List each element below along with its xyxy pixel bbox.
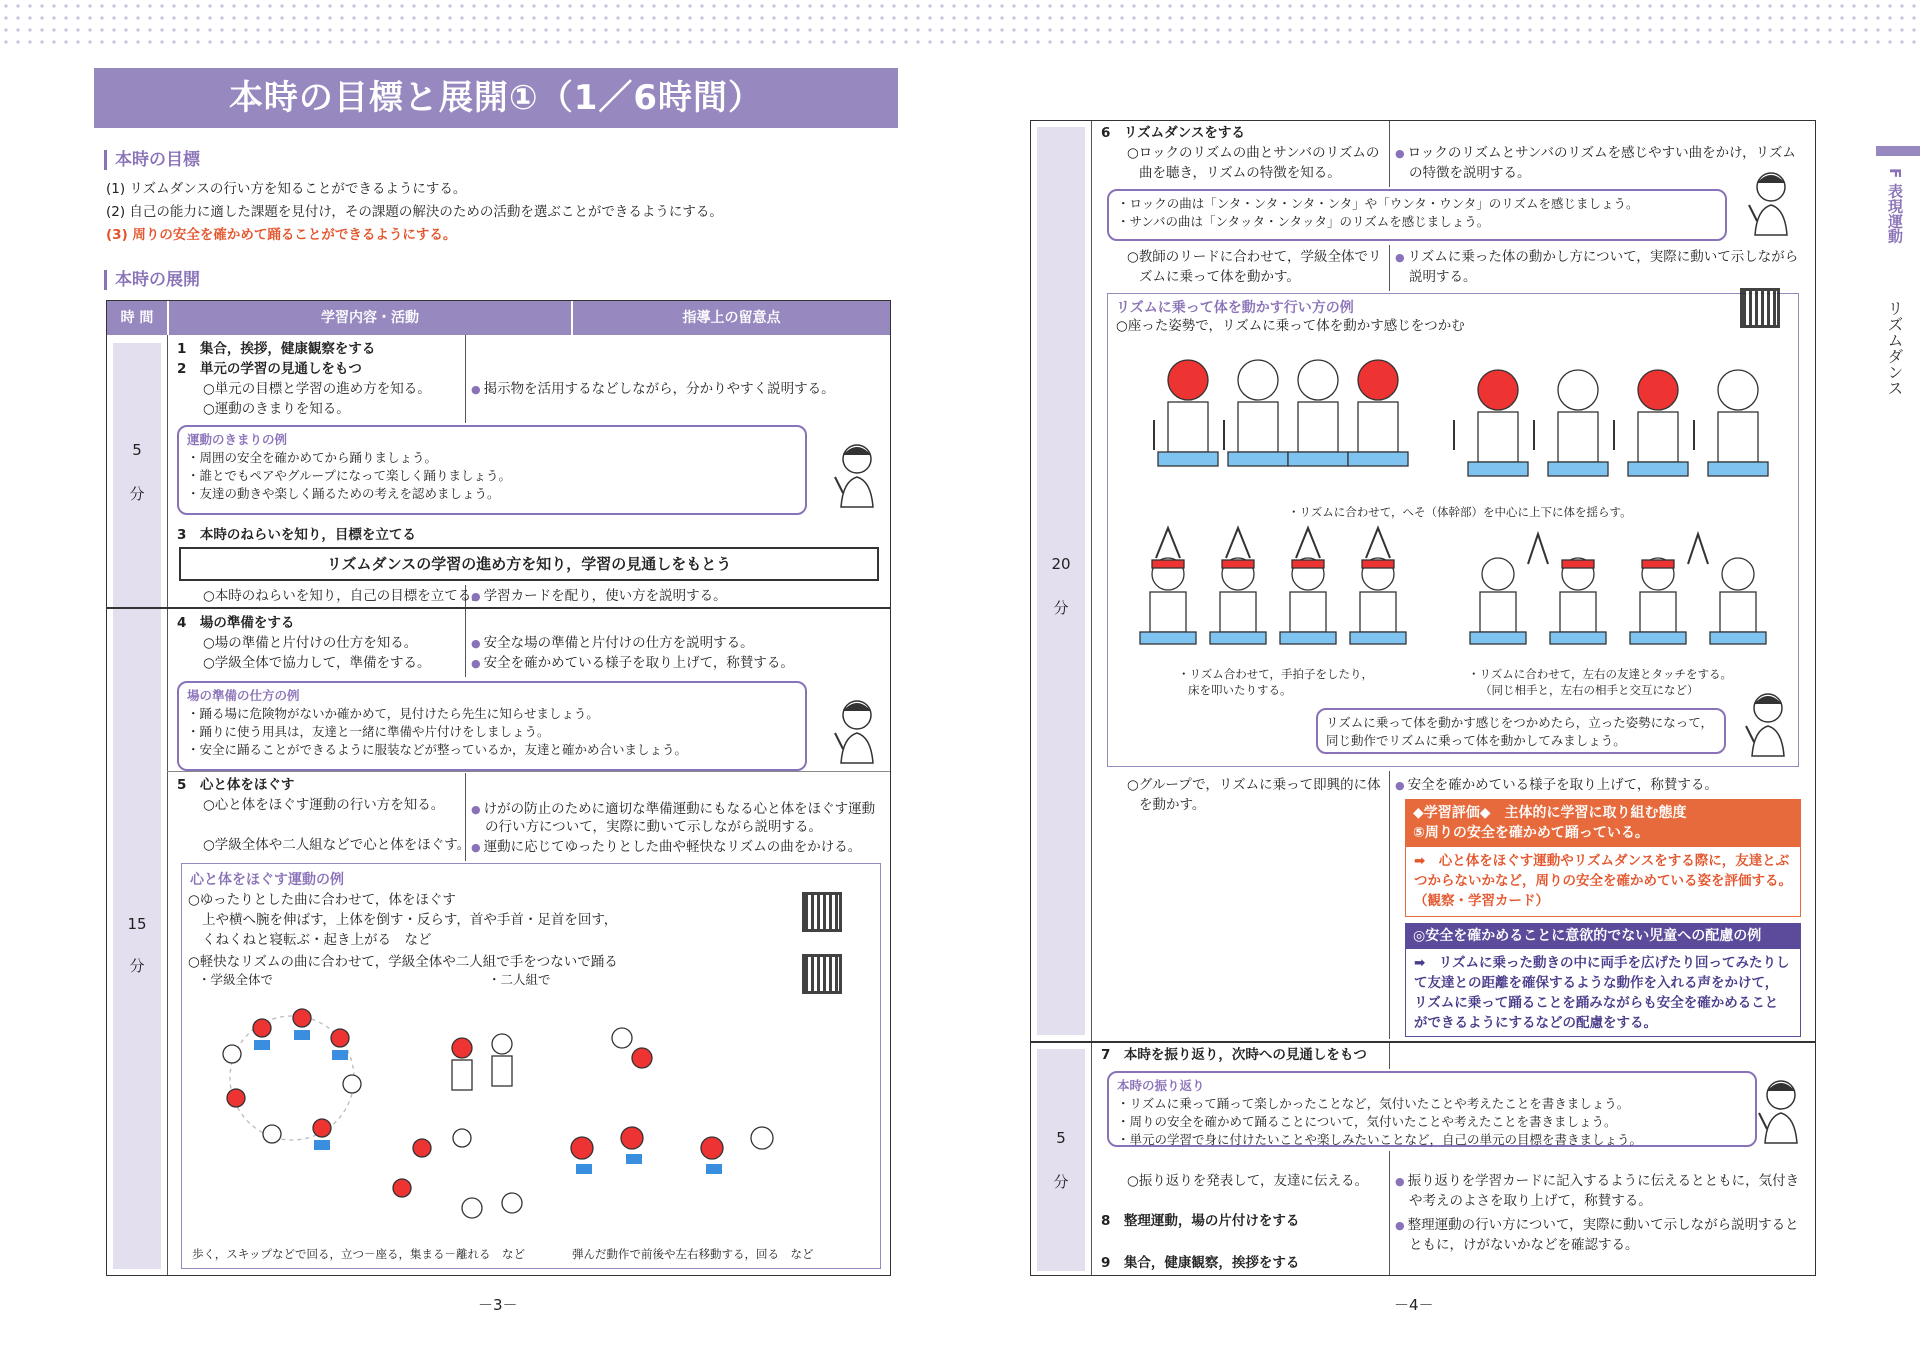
teacher-icon bbox=[1737, 165, 1797, 245]
exercise-box bbox=[181, 863, 881, 1269]
step-3a: ○本時のねらいを知り，自己の目標を立てる。 bbox=[203, 588, 485, 604]
qr-code-icon[interactable] bbox=[1740, 288, 1780, 328]
evaluation-line: ➡ 心と体をほぐす運動やリズムダンスをする際に，友達とぶ bbox=[1414, 853, 1790, 869]
note-3: ● 学習カードを配り，使い方を説明する。 bbox=[471, 586, 727, 607]
qr-code-icon[interactable] bbox=[802, 892, 842, 932]
page-number-right: －4－ bbox=[1394, 1296, 1434, 1314]
care-line: ができるようにするなどの配慮をする。 bbox=[1414, 1015, 1657, 1031]
caption-sway: ・リズムに合わせて，へそ（体幹部）を中心に上下に体を揺らす。 bbox=[1288, 505, 1632, 519]
standing-bubble-line: リズムに乗って体を動かす感じをつかめたら，立った姿勢になって， bbox=[1326, 715, 1714, 730]
goal-3: (3) 周りの安全を確かめて踊ることができるようにする。 bbox=[106, 227, 457, 243]
step-6b-cont: ズムに乗って体を動かす。 bbox=[1139, 269, 1300, 285]
reflection-title: 本時の振り返り bbox=[1117, 1078, 1205, 1093]
evaluation-header bbox=[1405, 799, 1801, 847]
side-chapter-label: F 表現運動 bbox=[1886, 168, 1904, 244]
lesson-aim: リズムダンスの学習の進め方を知り，学習の見通しをもとう bbox=[179, 547, 879, 581]
goals-heading: 本時の目標 bbox=[104, 150, 200, 170]
time-cell-5min bbox=[1037, 1049, 1085, 1271]
plan-table-left bbox=[106, 300, 891, 1276]
time-cell-15min bbox=[113, 615, 161, 1269]
step-9: 9 集合，健康観察，挨拶をする bbox=[1101, 1255, 1300, 1271]
caption-2: 弾んだ動作で前後や左右移動する，回る など bbox=[572, 1247, 814, 1261]
step-7: 7 本時を振り返り，次時への見通しをもつ bbox=[1101, 1047, 1367, 1063]
standing-bubble bbox=[1316, 708, 1726, 754]
care-line: て友達との距離を確保するような動作を入れる声をかけて， bbox=[1414, 975, 1779, 991]
note-6a-cont: の特徴を説明する。 bbox=[1409, 165, 1531, 181]
exercise-2a: ・学級全体で bbox=[198, 972, 274, 987]
rhythm-bubble bbox=[1107, 189, 1727, 241]
time-unit: 分 bbox=[1053, 1173, 1069, 1191]
time-cell-20min bbox=[1037, 127, 1085, 1035]
teacher-icon bbox=[1734, 686, 1794, 766]
step-6b: ○教師のリードに合わせて，学級全体でリ bbox=[1127, 249, 1382, 265]
prep-item: ・安全に踊ることができるように服装などが整っているか，友達と確かめ合いましょう。 bbox=[187, 742, 688, 757]
note-8: ● 整理運動の行い方について，実際に動いて示しながら説明すると bbox=[1395, 1215, 1799, 1236]
time-unit: 分 bbox=[129, 485, 145, 503]
rules-bubble bbox=[177, 425, 807, 515]
step-7a: ○振り返りを発表して，友達に伝える。 bbox=[1127, 1173, 1369, 1189]
exercise-2: ○軽快なリズムの曲に合わせて，学級全体や二人組で手をつないで踊る bbox=[188, 954, 618, 970]
step-2b: ○運動のきまりを知る。 bbox=[203, 401, 350, 417]
standing-bubble-line: 同じ動作でリズムに乗って体を動かしてみましょう。 bbox=[1326, 733, 1626, 748]
time-unit: 分 bbox=[129, 957, 145, 975]
step-1: 1 集合，挨拶，健康観察をする bbox=[177, 341, 376, 357]
page-title: 本時の目標と展開①（1／6時間） bbox=[94, 68, 898, 128]
rules-title: 運動のきまりの例 bbox=[187, 432, 288, 447]
note-6a: ● ロックのリズムとサンバのリズムを感じやすい曲をかけ，リズム bbox=[1395, 143, 1796, 164]
evaluation-criterion: ⑤周りの安全を確かめて踊っている。 bbox=[1413, 825, 1649, 841]
exercise-1b: くねくねと寝転ぶ・起き上がる など bbox=[202, 932, 432, 948]
rhythm-item: ・サンバの曲は「ンタッタ・ンタッタ」のリズムを感じましょう。 bbox=[1117, 214, 1490, 229]
col-time: 時 間 bbox=[107, 301, 167, 335]
caption-clap-cont: 床を叩いたりする。 bbox=[1188, 683, 1292, 697]
step-4: 4 場の準備をする bbox=[177, 615, 295, 631]
header-dots-left bbox=[0, 0, 960, 48]
rhythm-example-box bbox=[1107, 293, 1799, 767]
rule-item: ・周囲の安全を確かめてから踊りましょう。 bbox=[187, 450, 438, 465]
prep-bubble bbox=[177, 681, 807, 771]
rule-item: ・友達の動きや楽しく踊るための考えを認めましょう。 bbox=[187, 486, 500, 501]
step-5a: ○心と体をほぐす運動の行い方を知る。 bbox=[203, 797, 445, 813]
care-header: ◎安全を確かめることに意欲的でない児童への配慮の例 bbox=[1405, 923, 1801, 949]
note-5b: ● 運動に応じてゆったりとした曲や軽快なリズムの曲をかける。 bbox=[471, 837, 861, 858]
step-6: 6 リズムダンスをする bbox=[1101, 125, 1245, 141]
exercise-title: 心と体をほぐす運動の例 bbox=[190, 872, 344, 888]
care-line: リズムに乗って踊ることを踊みながらも安全を確かめること bbox=[1414, 995, 1779, 1011]
time-value: 15 bbox=[127, 915, 147, 933]
time-value: 20 bbox=[1051, 555, 1071, 573]
prep-item: ・踊る場に危険物がないか確かめて，見付けたら先生に知らせましょう。 bbox=[187, 706, 599, 721]
evaluation-line: つからないかなど，周りの安全を確かめている姿を評価する。 bbox=[1414, 873, 1792, 889]
goal-1: (1) リズムダンスの行い方を知ることができるようにする。 bbox=[106, 181, 467, 197]
exercise-2b: ・二人組で bbox=[488, 972, 551, 987]
time-value: 5 bbox=[1056, 1129, 1066, 1147]
caption-touch: ・リズムに合わせて，左右の友達とタッチをする。 bbox=[1468, 667, 1733, 681]
step-2a: ○単元の目標と学習の進め方を知る。 bbox=[203, 381, 431, 397]
clap-illustration bbox=[1128, 524, 1788, 664]
exercise-1a: 上や横へ腕を伸ばす，上体を倒す・反らす，首や手首・足首を回す， bbox=[202, 912, 618, 928]
reflection-item: ・単元の学習で身に付けたいことや楽しみたいことなど，自己の単元の目標を書きましょう。 bbox=[1117, 1132, 1643, 1147]
teacher-icon bbox=[1747, 1073, 1807, 1153]
note-6b-cont: 説明する。 bbox=[1409, 269, 1477, 285]
note-5a-cont: の行い方について，実際に動いて示しながら説明する。 bbox=[485, 819, 822, 835]
dance-illustration bbox=[202, 988, 862, 1248]
evaluation-line: （観察・学習カード） bbox=[1414, 893, 1549, 909]
reflection-bubble bbox=[1107, 1071, 1757, 1147]
time-unit: 分 bbox=[1053, 599, 1069, 617]
header-dots-right bbox=[960, 0, 1920, 48]
col-notes: 指導上の留意点 bbox=[572, 301, 890, 335]
step-8: 8 整理運動，場の片付けをする bbox=[1101, 1213, 1300, 1229]
teacher-icon bbox=[823, 437, 883, 517]
note-2: ● 掲示物を活用するなどしながら，分かりやすく説明する。 bbox=[471, 379, 835, 400]
step-3: 3 本時のねらいを知り，目標を立てる bbox=[177, 527, 416, 543]
step-6c: ○グループで，リズムに乗って即興的に体 bbox=[1127, 777, 1381, 793]
step-4b: ○学級全体で協力して，準備をする。 bbox=[203, 655, 431, 671]
teacher-icon bbox=[823, 693, 883, 773]
col-activity: 学習内容・活動 bbox=[168, 301, 571, 335]
prep-item: ・踊りに使う用具は，友達と一緒に準備や片付けをしましょう。 bbox=[187, 724, 550, 739]
exercise-1: ○ゆったりとした曲に合わせて，体をほぐす bbox=[188, 892, 456, 908]
step-5b: ○学級全体や二人組などで心と体をほぐす。 bbox=[203, 837, 471, 853]
rhythm-example-sub: ○座った姿勢で，リズムに乗って体を動かす感じをつかむ bbox=[1116, 318, 1465, 334]
note-7a-cont: や考えのよさを取り上げて，称賛する。 bbox=[1409, 1193, 1652, 1209]
reflection-item: ・周りの安全を確かめて踊ることについて，気付いたことや考えたことを書きましょう。 bbox=[1117, 1114, 1617, 1129]
note-4b: ● 安全を確かめている様子を取り上げて，称賛する。 bbox=[471, 653, 794, 674]
side-unit-label: リズムダンス bbox=[1885, 300, 1904, 396]
step-5: 5 心と体をほぐす bbox=[177, 777, 295, 793]
caption-1: 歩く，スキップなどで回る，立つ－座る，集まる－離れる など bbox=[192, 1247, 526, 1261]
care-body bbox=[1405, 949, 1801, 1037]
caption-clap: ・リズム合わせて，手拍子をしたり， bbox=[1178, 667, 1374, 681]
care-line: ➡ リズムに乗った動きの中に両手を広げたり回ってみたりし bbox=[1414, 955, 1790, 971]
plan-heading: 本時の展開 bbox=[104, 270, 200, 290]
side-tab bbox=[1876, 146, 1920, 156]
note-6b: ● リズムに乗った体の動かし方について，実際に動いて示しながら bbox=[1395, 247, 1798, 268]
step-2: 2 単元の学習の見通しをもつ bbox=[177, 361, 362, 377]
note-6c: ● 安全を確かめている様子を取り上げて，称賛する。 bbox=[1395, 775, 1718, 796]
rhythm-example-title: リズムに乗って体を動かす行い方の例 bbox=[1116, 300, 1354, 316]
step-6a-cont: 曲を聴き，リズムの特徴を知る。 bbox=[1139, 165, 1341, 181]
evaluation-body bbox=[1405, 847, 1801, 917]
note-4a: ● 安全な場の準備と片付けの仕方を説明する。 bbox=[471, 633, 754, 654]
prep-title: 場の準備の仕方の例 bbox=[187, 688, 300, 703]
plan-table-right bbox=[1030, 120, 1816, 1276]
note-5a: ● けがの防止のために適切な準備運動にもなる心と体をほぐす運動 bbox=[471, 799, 875, 820]
note-7a: ● 振り返りを学習カードに記入するように伝えるとともに，気付き bbox=[1395, 1171, 1799, 1192]
evaluation-title: ◆学習評価◆ 主体的に学習に取り組む態度 bbox=[1413, 805, 1687, 821]
reflection-item: ・リズムに乗って踊って楽しかったことなど，気付いたことや考えたことを書きましょう。 bbox=[1117, 1096, 1630, 1111]
note-8-cont: ともに，けがないかなどを確認する。 bbox=[1409, 1237, 1639, 1253]
seated-rhythm-illustration bbox=[1128, 340, 1788, 500]
time-value: 5 bbox=[132, 441, 142, 459]
rhythm-item: ・ロックの曲は「ンタ・ンタ・ンタ・ンタ」や「ウンタ・ウンタ」のリズムを感じましょう。 bbox=[1117, 196, 1639, 211]
step-6c-cont: を動かす。 bbox=[1139, 797, 1206, 813]
page-number-left: －3－ bbox=[478, 1296, 518, 1314]
step-6a: ○ロックのリズムの曲とサンバのリズムの bbox=[1127, 145, 1380, 161]
step-4a: ○場の準備と片付けの仕方を知る。 bbox=[203, 635, 418, 651]
rule-item: ・誰とでもペアやグループになって楽しく踊りましょう。 bbox=[187, 468, 512, 483]
goal-2: (2) 自己の能力に適した課題を見付け，その課題の解決のための活動を選ぶことができるようにする。 bbox=[106, 204, 723, 220]
caption-touch-cont: （同じ相手と，左右の相手と交互になど） bbox=[1480, 683, 1699, 697]
